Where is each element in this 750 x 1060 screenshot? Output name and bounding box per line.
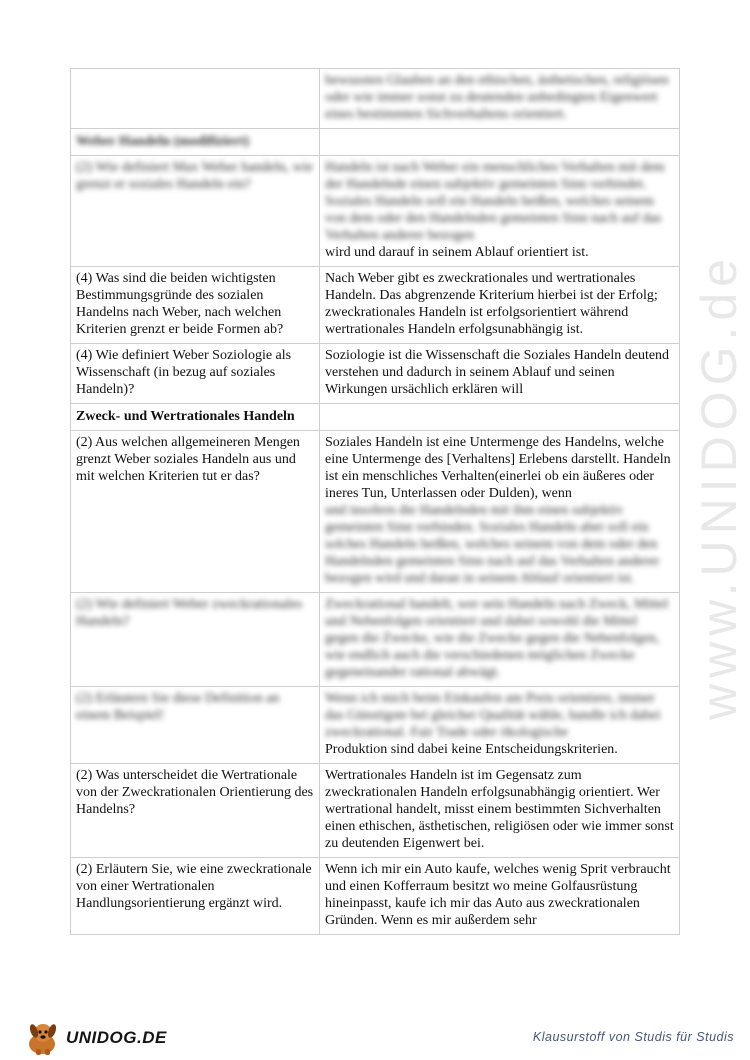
table-row (71, 687, 680, 764)
answer-text: Zweckrational handelt, wer sein Handeln nach Zweck, Mittel und Nebenfolgen orientiert und dabei sowohl die Mittel gegen die Zwecke, wie die Zwecke gegen die Nebenfolgen, wie endlich auch die verschiedenen möglichen Zwecke gegeneinander rational abwägt. (325, 597, 669, 680)
answer-text-continued: und insofern die Handelnden mit ihm einen subjektiv gemeinten Sinn verbinden. Soziales Handeln aber soll ein solches Handeln heißen, welches seinem von dem oder den Handelnden gemeinten Sinn nach auf das Verhalten anderer bezogen wird und daran in seinem Ablauf orientiert ist. (325, 503, 660, 586)
answer-text-continued: Produktion sind dabei keine Entscheidungskriterien. (325, 742, 618, 757)
qa-table-body (71, 69, 680, 935)
answer-cell (320, 764, 680, 858)
answer-text: Wenn ich mich beim Einkaufen am Preis orientiere, immer das Günstigste bei gleicher Qualität wähle, handle ich dabei zweckrational. Fair Trade oder ökologische (325, 691, 661, 740)
question-text: (4) Was sind die beiden wichtigsten Bestimmungsgründe des sozialen Handelns nach Weber, nach welchen Kriterien grenzt er beide Formen ab? (76, 271, 284, 337)
table-row (71, 69, 680, 129)
table-row (71, 156, 680, 267)
answer-cell (320, 156, 680, 267)
question-text: (2) Wie definiert Max Weber handeln, wie grenzt er soziales Handeln ein? (76, 160, 313, 192)
dog-mascot-icon (22, 1019, 62, 1057)
answer-text-continued: wird und darauf in seinem Ablauf orientiert ist. (325, 245, 589, 260)
answer-text: Wenn ich mir ein Auto kaufe, welches wenig Sprit verbraucht und einen Kofferraum besitzt wo meine Golfausrüstung hineinpasst, kaufe ich mir das Auto aus zweckrationalen Gründen. Wenn es mir außerdem sehr (325, 862, 671, 928)
answer-text: Wertrationales Handeln ist im Gegensatz zum zweckrationalen Handeln erfolgsunabhängig orientiert. Wer wertrational handelt, misst einem bestimmten Sichverhalten einen ethischen, ästhetischen, religiösen oder wie immer sonst zu deutenden Eigenwert bei. (325, 768, 674, 851)
question-text: (2) Was unterscheidet die Wertrationale von der Zweckrationalen Orientierung des Handelns? (76, 768, 314, 817)
answer-cell (320, 267, 680, 344)
table-row (71, 344, 680, 404)
answer-cell (320, 687, 680, 764)
answer-text: Handeln ist nach Weber ein menschliches Verhalten mit dem der Handelnde einen subjektiv gemeinten Sinn verbindet. Soziales Handeln soll ein Handeln heißen, welches seinem von dem oder den Handelnden gemeinten Sinn nach auf das Verhalten anderer bezogen (325, 160, 665, 243)
watermark: www.UNIDOG.de (691, 253, 747, 720)
table-row (71, 593, 680, 687)
question-cell (71, 344, 320, 404)
section-empty-cell (320, 404, 680, 431)
table-row (71, 267, 680, 344)
answer-text: Soziologie ist die Wissenschaft die Soziales Handeln deutend verstehen und dadurch in seinem Ablauf und seinen Wirkungen ursächlich erklären will (325, 348, 670, 397)
question-cell (71, 687, 320, 764)
answer-cell (320, 69, 680, 129)
section-title: Zweck- und Wertrationales Handeln (71, 404, 320, 431)
section-title: Weber Handeln (modifiziert) (71, 129, 320, 156)
question-cell (71, 593, 320, 687)
footer-tagline: Klausurstoff von Studis für Studis (532, 1030, 734, 1044)
footer-logo (22, 1018, 192, 1058)
table-row (71, 764, 680, 858)
question-text: (2) Wie definiert Weber zweckrationales Handeln? (76, 597, 303, 629)
question-text: (2) Erläutern Sie, wie eine zweckrationale von einer Wertrationalen Handlungsorientierung ergänzt wird. (76, 862, 312, 911)
answer-cell (320, 344, 680, 404)
qa-table (70, 68, 680, 935)
answer-cell (320, 431, 680, 593)
question-text: (2) Erläutern Sie diese Definition an einem Beispiel! (76, 691, 280, 723)
answer-cell (320, 858, 680, 935)
question-cell (71, 858, 320, 935)
answer-text: Soziales Handeln ist eine Untermenge des Handelns, welche eine Untermenge des [Verhaltens] Erlebens darstellt. Handeln ist ein menschliches Verhalten(einerlei ob ein äußeres oder ineres Tun, Unterlassen oder Dulden), wenn (325, 435, 671, 501)
question-cell (71, 764, 320, 858)
section-row (71, 404, 680, 431)
table-row (71, 858, 680, 935)
logo-text: UNIDOG.DE (66, 1028, 167, 1047)
table-row (71, 431, 680, 593)
question-cell (71, 69, 320, 129)
section-empty-cell (320, 129, 680, 156)
answer-text: Nach Weber gibt es zweckrationales und wertrationales Handeln. Das abgrenzende Kriterium hierbei ist der Erfolg; zweckrationales Handeln ist erfolgsorientiert während wertrationales Handeln erfolgsunabhängig ist. (325, 271, 658, 337)
question-text: (4) Wie definiert Weber Soziologie als Wissenschaft (in bezug auf soziales Handeln)? (76, 348, 292, 397)
answer-cell (320, 593, 680, 687)
question-text: (2) Aus welchen allgemeineren Mengen grenzt Weber soziales Handeln aus und mit welchen Kriterien tut er das? (76, 435, 300, 484)
section-row (71, 129, 680, 156)
question-cell (71, 267, 320, 344)
answer-text: bewussten Glauben an den ethischen, ästhetischen, religiösen oder wie immer sonst zu deutenden unbedingten Eigenwert eines bestimmten Sichverhaltens orientiert. (325, 73, 669, 122)
question-cell (71, 156, 320, 267)
question-cell (71, 431, 320, 593)
